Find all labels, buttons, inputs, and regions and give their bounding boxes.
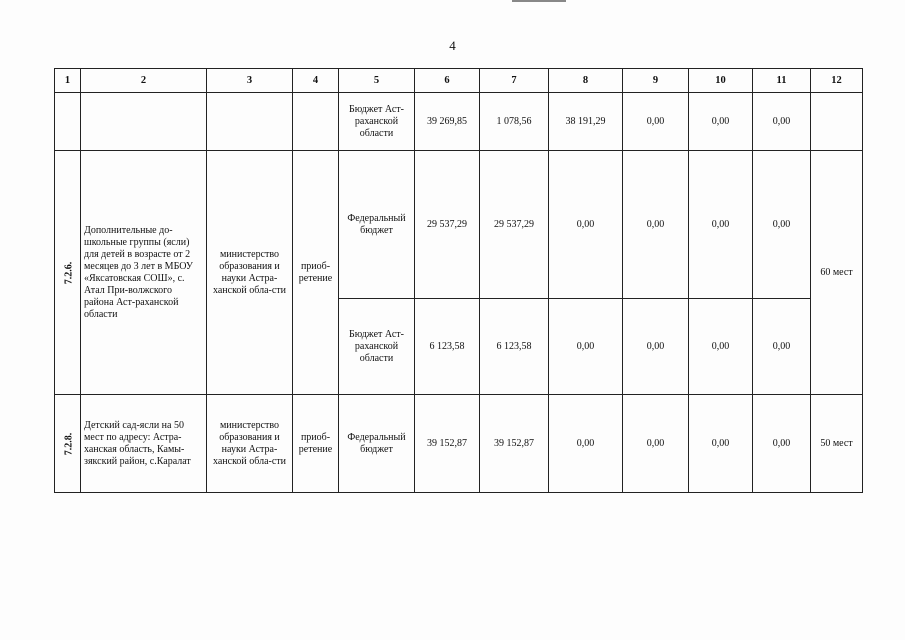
- source-cell: Бюджет Аст-раханской области: [339, 93, 415, 151]
- source-cell: Федеральный бюджет: [339, 151, 415, 299]
- customer-cell: [207, 93, 293, 151]
- type-cell: [293, 93, 339, 151]
- page-number: 4: [449, 38, 456, 53]
- value-cell: 0,00: [623, 151, 689, 299]
- value-cell: 0,00: [753, 395, 811, 493]
- header-cell: 1: [55, 69, 81, 93]
- header-cell: 10: [689, 69, 753, 93]
- budget-table: [54, 68, 863, 493]
- header-cell: 6: [415, 69, 480, 93]
- header-cell: 2: [81, 69, 207, 93]
- table-row: [55, 93, 863, 151]
- row-number: 7.2.8.: [63, 432, 75, 455]
- header-cell: 8: [549, 69, 623, 93]
- value-cell: 39 152,87: [480, 395, 549, 493]
- header-row: [55, 69, 863, 93]
- value-cell: 39 152,87: [415, 395, 480, 493]
- value-cell: 29 537,29: [480, 151, 549, 299]
- value-cell: 0,00: [623, 395, 689, 493]
- header-cell: 7: [480, 69, 549, 93]
- header-cell: 5: [339, 69, 415, 93]
- type-cell: приоб-ретение: [293, 395, 339, 493]
- value-cell: 6 123,58: [415, 299, 480, 395]
- value-cell: 0,00: [689, 395, 753, 493]
- header-cell: 3: [207, 69, 293, 93]
- header-cell: 12: [811, 69, 863, 93]
- value-cell: 0,00: [623, 299, 689, 395]
- value-cell: 0,00: [689, 151, 753, 299]
- object-cell: Дополнительные до-школьные группы (ясли) для детей в возрасте от 2 месяцев до 3 лет в МБОУ «Яксатовская СОШ», с. Атал При-волжского района Аст-раханской области: [81, 151, 207, 395]
- value-cell: 0,00: [753, 299, 811, 395]
- num-cell: [55, 395, 81, 493]
- header-cell: 4: [293, 69, 339, 93]
- customer-cell: министерство образования и науки Астра-ханской обла-сти: [207, 151, 293, 395]
- value-cell: 0,00: [549, 299, 623, 395]
- object-cell: Детский сад-ясли на 50 мест по адресу: Астра-ханская область, Камы-зякский район, с.Каралат: [81, 395, 207, 493]
- num-cell: [55, 93, 81, 151]
- row-number: 7.2.6.: [63, 261, 75, 284]
- result-cell: 50 мест: [811, 395, 863, 493]
- object-cell: [81, 93, 207, 151]
- type-cell: приоб-ретение: [293, 151, 339, 395]
- value-cell: 29 537,29: [415, 151, 480, 299]
- table-row: [55, 395, 863, 493]
- source-cell: Бюджет Аст-раханской области: [339, 299, 415, 395]
- value-cell: 0,00: [689, 93, 753, 151]
- value-cell: 6 123,58: [480, 299, 549, 395]
- customer-cell: министерство образования и науки Астра-ханской обла-сти: [207, 395, 293, 493]
- value-cell: 38 191,29: [549, 93, 623, 151]
- value-cell: 1 078,56: [480, 93, 549, 151]
- header-cell: 11: [753, 69, 811, 93]
- value-cell: 0,00: [549, 151, 623, 299]
- value-cell: 0,00: [549, 395, 623, 493]
- value-cell: 0,00: [753, 93, 811, 151]
- value-cell: 0,00: [689, 299, 753, 395]
- result-cell: [811, 93, 863, 151]
- source-cell: Федеральный бюджет: [339, 395, 415, 493]
- result-cell: 60 мест: [811, 151, 863, 395]
- value-cell: 0,00: [623, 93, 689, 151]
- value-cell: 39 269,85: [415, 93, 480, 151]
- scan-artifact-line: [512, 0, 566, 2]
- table-row: [55, 151, 863, 299]
- header-cell: 9: [623, 69, 689, 93]
- value-cell: 0,00: [753, 151, 811, 299]
- num-cell: [55, 151, 81, 395]
